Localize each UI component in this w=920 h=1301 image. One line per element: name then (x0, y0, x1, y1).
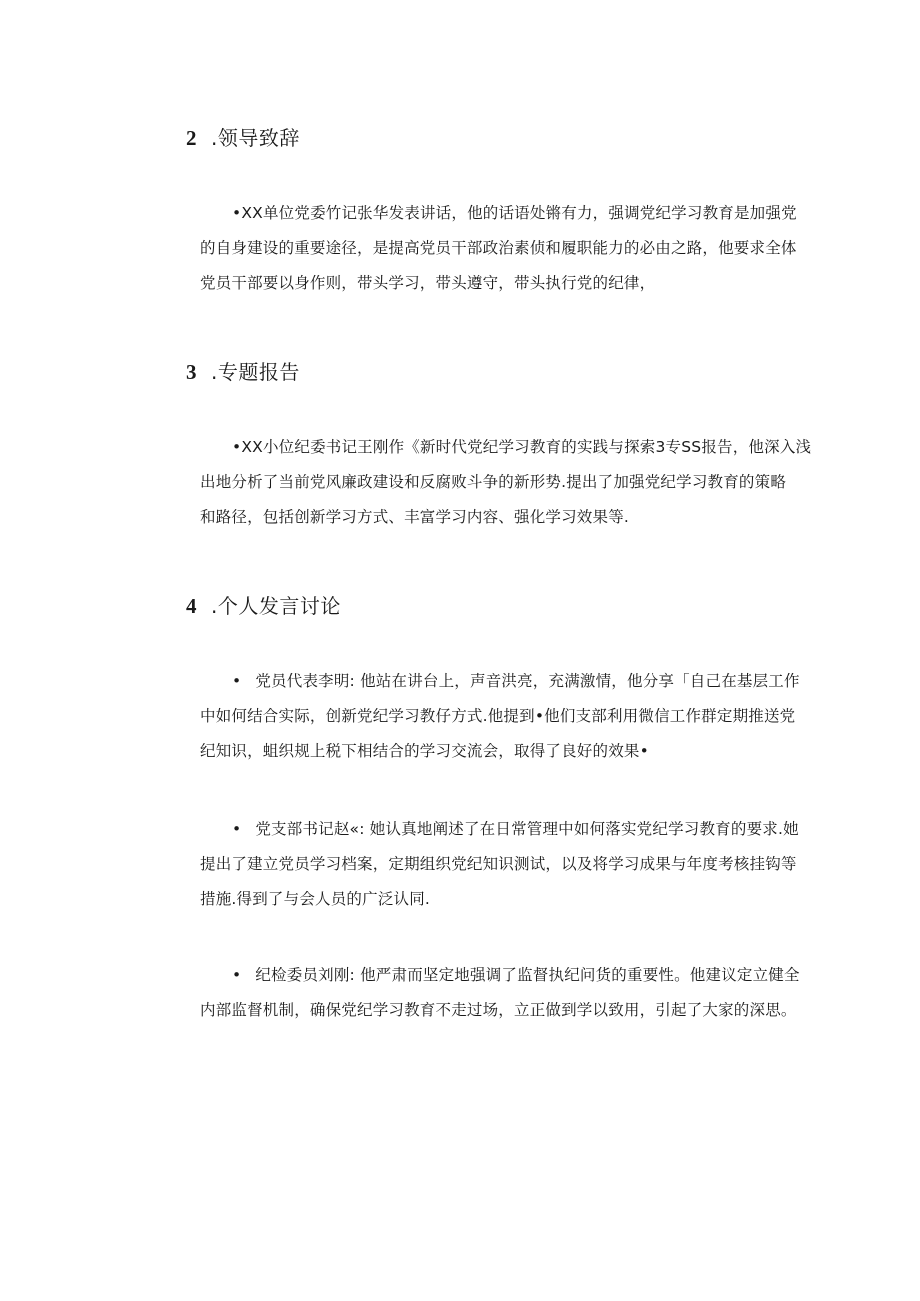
paragraph-line (200, 847, 800, 882)
line-text: 的自身建设的重要途径，是提高党员干部政治素侦和履职能力的必由之路，他要求全体 (200, 239, 797, 257)
paragraph-leader-speech (200, 196, 800, 301)
paragraph-line (200, 664, 800, 699)
paragraph-line (200, 500, 800, 535)
line-text: 党支部书记赵«: 她认真地阐述了在日常管理中如何落实党纪学习教育的要求.她 (255, 820, 799, 838)
paragraph-line (200, 196, 800, 231)
line-text: 中如何结合实际，创新党纪学习教仔方式.他提到•他们支部利用微信工作群定期推送党 (200, 707, 796, 725)
bullet-mark: • (232, 966, 242, 984)
paragraph-line (200, 699, 800, 734)
paragraph-line (200, 734, 800, 769)
section-heading-2 (186, 124, 300, 152)
section-title: .领导致辞 (211, 126, 300, 150)
paragraph-line (200, 812, 800, 847)
bullet-mark: • (232, 672, 242, 690)
line-text: 出地分析了当前党风廉政建设和反腐败斗争的新形势.提出了加强党纪学习教育的策略 (200, 473, 787, 491)
paragraph-member-liming (200, 664, 800, 769)
paragraph-line (200, 266, 800, 301)
bullet-mark: • (232, 820, 242, 838)
paragraph-special-report (200, 430, 812, 535)
line-text: 内部监督机制，确保党纪学习教育不走过场，立正做到学以致用，引起了大家的深思。 (200, 1001, 797, 1019)
line-text: 纪检委员刘刚: 他严肃而坚定地强调了监督执纪问货的重要性。他建议定立健全 (255, 966, 800, 984)
paragraph-secretary-zhao (200, 812, 800, 917)
paragraph-line (200, 958, 800, 993)
section-title: .个人发言讨论 (211, 594, 341, 618)
section-number: 3 (186, 360, 197, 384)
paragraph-inspector-liugang (200, 958, 800, 1028)
paragraph-line (200, 882, 800, 917)
paragraph-line (200, 465, 800, 500)
paragraph-line (200, 993, 800, 1028)
bullet-mark: • (232, 438, 242, 456)
line-text: 纪知识，蛆织规上税下相结合的学习交流会，取得了良好的效果• (200, 742, 649, 760)
line-text: 提出了建立党员学习档案，定期组织党纪知识测试，以及将学习成果与年度考核挂钩等 (200, 855, 797, 873)
paragraph-line (200, 231, 800, 266)
section-number: 2 (186, 126, 197, 150)
section-title: .专题报告 (211, 360, 300, 384)
line-text: XX小位纪委书记王刚作《新时代党纪学习教育的实践与探索3专SS报告，他深入浅 (241, 438, 812, 456)
paragraph-line (200, 430, 812, 465)
line-text: 党员代表李明: 他站在讲台上，声音洪亮，充满激情，他分享「自己在基层工作 (255, 672, 800, 690)
line-text: 和路径，包括创新学习方式、丰富学习内容、强化学习效果等. (200, 508, 630, 526)
section-heading-4 (186, 592, 341, 620)
section-number: 4 (186, 594, 197, 618)
line-text: 党员干部要以身作则，带头学习，带头遵守，带头执行党的纪律， (200, 274, 656, 292)
line-text: XX单位党委竹记张华发表讲话，他的话语处锵有力，强调党纪学习教育是加强党 (241, 204, 797, 222)
bullet-mark: • (232, 204, 242, 222)
line-text: 措施.得到了与会人员的广泛认同. (200, 890, 431, 908)
section-heading-3 (186, 358, 300, 386)
